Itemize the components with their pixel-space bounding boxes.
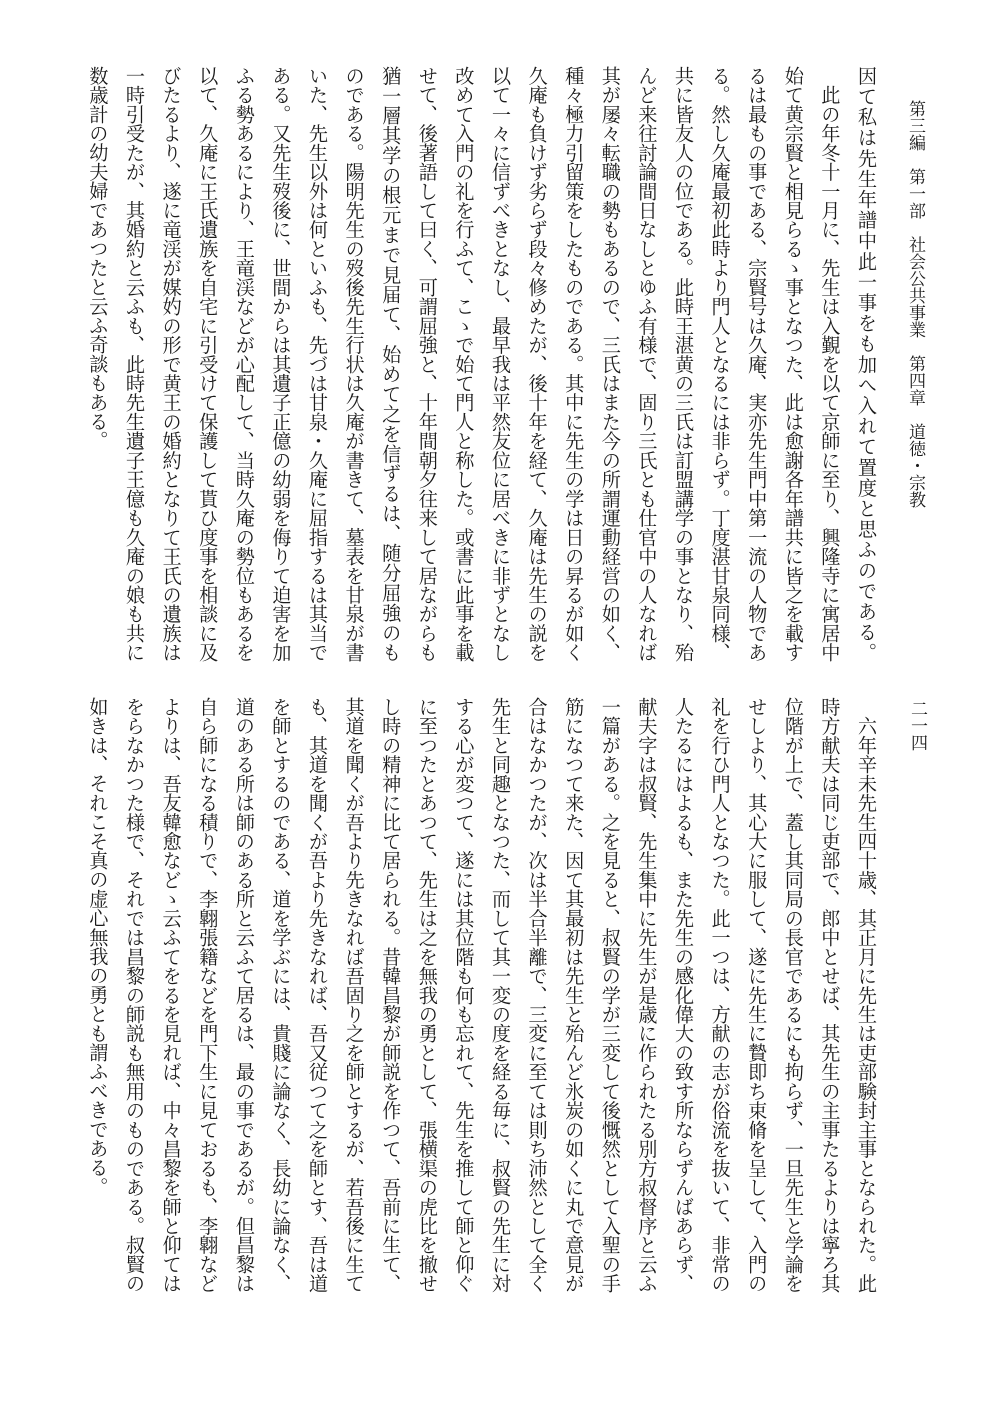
text-column: 数歳計の幼夫婦であつたと云ふ奇談もある。 xyxy=(86,66,110,450)
text-column: に至つたとあつて、先生は之を無我の勇として、張横渠の虎比を撤せ xyxy=(415,697,439,1293)
text-column: 因て私は先生年譜中此一事をも加へ入れて置度と思ふのである。 xyxy=(855,66,878,662)
text-column: 此の年冬十一月に、先生は入覲を以て京師に至り、興隆寺に寓居中 xyxy=(818,66,842,662)
text-column: する心が変つて、遂には其位階も何も忘れて、先生を推して師と仰ぐ xyxy=(452,697,476,1293)
text-column: 合はなかつたが、次は半合半離で、三変に至ては則ち沛然として全く xyxy=(525,697,549,1293)
text-column: せて、後著語して曰く、可謂屈強と、十年間朝夕往来して居ながらも xyxy=(415,66,439,662)
text-column: 以て一々に信ずべきとなし、最早我は平然友位に居べきに非ずとなし xyxy=(489,66,512,662)
text-column: いた、先生以外は何といふも、先づは甘泉・久庵に屈指するは其当で xyxy=(306,66,329,662)
text-column: 道のある所は師のある所と云ふて居るは、最の事であるが。但昌黎は xyxy=(232,697,256,1293)
text-column: るは最もの事である、宗賢号は久庵、実亦先生門中第一流の人物であ xyxy=(745,66,769,662)
text-column: 改めて入門の礼を行ふて、こゝで始て門人と称した。或書に此事を載 xyxy=(452,66,476,662)
text-column: 六年辛未先生四十歳、其正月に先生は吏部験封主事となられた。此 xyxy=(855,697,878,1293)
text-column: 時方献夫は同じ吏部で、郎中とせば、其先生の主事たるよりは寧ろ其 xyxy=(818,697,842,1293)
text-column: ある。又先生歿後に、世間からは其遺子正億の幼弱を侮りて迫害を加 xyxy=(269,66,293,662)
text-column: 其が屡々転職の勢もあるので、三氏はまた今の所謂運動経営の如く、 xyxy=(598,66,622,662)
text-column: 人たるにはよるも、また先生の感化偉大の致す所ならずんばあらず、 xyxy=(672,697,695,1293)
text-column: 種々極力引留策をしたものである。其中に先生の学は日の昇るが如く xyxy=(562,66,586,662)
text-column: 一時引受たが、其婚約と云ふも、此時先生遺子王億も久庵の娘も共に xyxy=(123,66,146,662)
text-column: 猶一層其学の根元まで見届て、始めて之を信ずるは、随分屈強のも xyxy=(379,66,403,662)
text-column: をらなかつた様で、それでは昌黎の師説も無用のものである。叔賢の xyxy=(123,697,146,1293)
text-column: を師とするのである、道を学ぶには、貴賤に論なく、長幼に論なく、 xyxy=(269,697,293,1293)
page-number: 二一四 xyxy=(907,700,927,751)
text-column: 礼を行ひ門人となつた。此一つは、方献の志が俗流を抜いて、非常の xyxy=(708,697,732,1293)
text-column: せしより、其心大に服して、遂に先生に贄即ち束脩を呈して、入門の xyxy=(745,697,769,1293)
text-column: る。然し久庵最初此時より門人となるには非らず。丁度湛甘泉同様、 xyxy=(708,66,732,662)
text-column: 献夫字は叔賢、先生集中に先生が是歳に作られたる別方叔督序と云ふ xyxy=(635,697,659,1293)
text-column: し時の精神に比て居られる。昔韓昌黎が師説を作つて、吾前に生て、 xyxy=(379,697,403,1293)
text-column: 始て黄宗賢と相見らるゝ事となつた、此は愈謝各年譜共に皆之を載す xyxy=(781,66,805,662)
text-column: 其道を聞くが吾より先きなれば吾固り之を師とするが、若吾後に生て xyxy=(342,697,366,1293)
text-column: も、其道を聞くが吾より先きなれば、吾又従つて之を師とす、吾は道 xyxy=(306,697,329,1293)
text-column: よりは、吾友韓愈などゝ云ふてをるを見れば、中々昌黎を師と仰ては xyxy=(159,697,183,1293)
text-column: びたるより、遂に竜渓が媒妁の形で黄王の婚約となりて王氏の遺族は xyxy=(159,66,183,662)
text-column: 位階が上で、蓋し其同局の長官であるにも拘らず、一旦先生と学論を xyxy=(781,697,805,1293)
running-header: 第三編 第一部 社会公共事業 第四章 道徳・宗教 xyxy=(905,100,925,508)
text-column: んど来往討論間日なしとゆふ有様で、固り三氏とも仕官中の人なれば xyxy=(635,66,659,662)
text-column: のである。陽明先生の歿後先生行状は久庵が書きて、墓表を甘泉が書 xyxy=(342,66,366,662)
text-column: 如きは、それこそ真の虚心無我の勇とも謂ふべきである。 xyxy=(86,697,110,1197)
text-column: 以て、久庵に王氏遺族を自宅に引受けて保護して貰ひ度事を相談に及 xyxy=(196,66,220,662)
text-column: 先生と同趣となつた、而して其一変の度を経る毎に、叔賢の先生に対 xyxy=(489,697,512,1293)
text-column: 久庵も負けず劣らず段々修めたが、後十年を経て、久庵は先生の説を xyxy=(525,66,549,662)
text-column: 自ら師になる積りで、李翺張籍などを門下生に見ておるも、李翺など xyxy=(196,697,220,1293)
text-column: ふる勢あるにより、王竜渓などが心配して、当時久庵の勢位もあるを xyxy=(232,66,256,662)
text-column: 共に皆友人の位である。此時王湛黄の三氏は訂盟講学の事となり、殆 xyxy=(672,66,695,662)
text-column: 筋になつて来た、因て其最初は先生と殆んど氷炭の如くに丸で意見が xyxy=(562,697,586,1293)
text-column: 一篇がある。之を見ると、叔賢の学が三変して後慨然として入聖の手 xyxy=(598,697,622,1293)
